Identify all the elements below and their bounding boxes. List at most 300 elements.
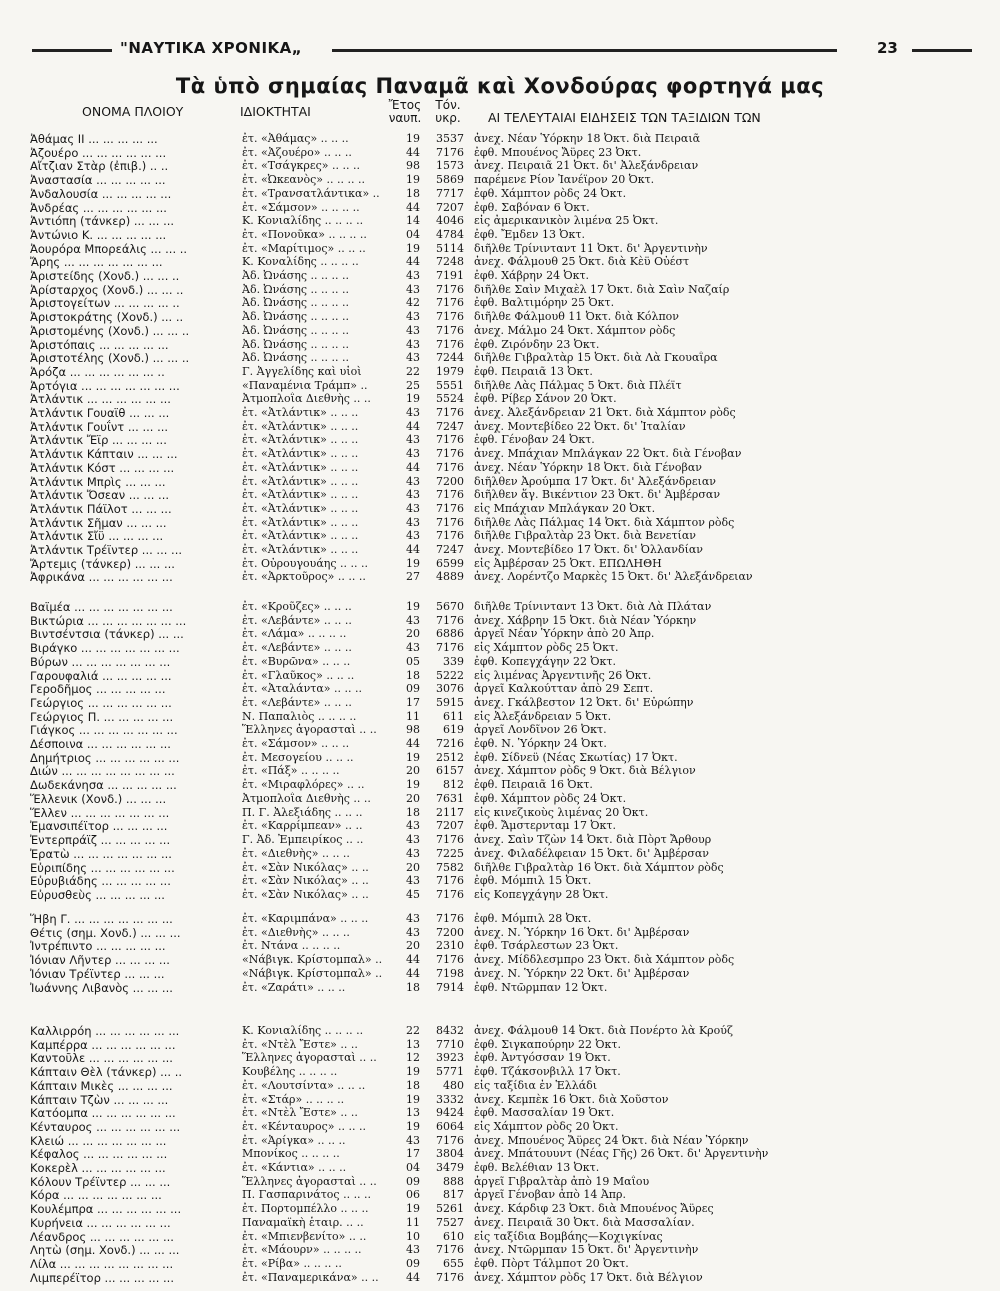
cell-owner: ἐτ. «Διεθνὴς» .. .. .. [242,846,350,860]
table-row [0,242,1000,256]
cell-news: διῆλθε Φάλμουθ 11 Ὀκτ. διὰ Κόλπον [474,310,679,324]
cell-ship: Κάπταιν Θὲλ (τάνκερ) ... .. [30,1065,183,1080]
cell-year: 19 [406,778,420,792]
cell-ship: Ἰντρέπιντο ... ... ... ... ... [30,939,166,954]
cell-year: 25 [406,378,420,392]
table-row [0,433,1000,447]
table-row [0,627,1000,641]
cell-news: ἀνεχ. Πειραιᾶ 21 Ὀκτ. δι' Ἀλεξάνδρειαν [474,159,699,173]
cell-news: ἀνεχ. Μπάχιαν Μπλάγκαν 22 Ὀκτ. διὰ Γένοβαν [474,447,742,461]
cell-year: 19 [406,241,420,255]
cell-year: 43 [406,925,420,939]
table-row [0,1134,1000,1148]
cell-owner: ἐτ. «Ἀρκτοῦρος» .. .. .. [242,570,366,584]
table-row [0,1120,1000,1134]
cell-news: ἀνεχ. Φιλαδέλφειαν 15 Ὀκτ. δι' Ἀμβέρσαν [474,846,709,860]
cell-year: 05 [406,654,420,668]
cell-ship: Βικτώρια ... ... ... ... ... ... ... [30,613,187,628]
cell-year: 43 [406,310,420,324]
cell-year: 10 [406,1229,420,1243]
cell-owner: ἐτ. «Κροῦζες» .. .. .. [242,600,352,613]
cell-ship: Λίλα ... ... ... ... ... ... ... ... [30,1256,174,1271]
cell-owner: Ἀδ. Ὠνάσης .. .. .. .. [242,323,350,337]
cell-news: εἰς Μπάχιαν Μπλάγκαν 20 Ὀκτ. [474,501,656,515]
table-row [0,392,1000,406]
cell-news: διῆλθε Τρίνινταντ 11 Ὀκτ. δι' Ἀργεντινὴν [474,241,708,255]
cell-tons: 7191 [436,269,464,282]
cell-news: διῆλθεν Ἀρούμπα 17 Ὀκτ. δι' Ἀλεξάνδρειαν [474,474,716,488]
cell-tons: 7176 [436,1133,464,1147]
cell-year: 09 [406,1174,420,1188]
cell-tons: 6599 [436,556,464,570]
cell-year: 43 [406,501,420,515]
column-header-tons-line2: υκρ. [435,111,461,125]
cell-ship: Λέανδρος ... ... ... ... ... ... [30,1229,174,1244]
table-row [0,682,1000,696]
cell-tons: 7247 [436,543,464,556]
cell-ship: Ἀριστοτέλης (Χονδ.) ... ... .. [30,351,190,366]
cell-owner: «Νάβιγκ. Κρίστομπαλ» .. [242,966,383,980]
cell-tons: 7176 [436,1243,464,1257]
cell-ship: Δημήτριος ... ... ... ... ... ... [30,750,180,765]
cell-owner: ἐτ. «Μάουρν» .. .. .. .. [242,1243,362,1257]
cell-owner: ἐτ. «Ντὲλ Ἔστε» .. .. [242,1106,358,1120]
cell-news: διῆλθε Λὰς Πάλμας 14 Ὀκτ. διὰ Χάμπτον ρὸδς [474,515,735,529]
column-header-year-line2: ναυπ. [388,111,422,125]
cell-news: ἀνεχ. Νέαν Ὑόρκην 18 Ὀκτ. διὰ Γένοβαν [474,460,702,474]
cell-ship: Καμπέρρα ... ... ... ... ... ... [30,1037,176,1052]
table-row [0,214,1000,228]
table-row [0,502,1000,516]
table-row [0,939,1000,953]
cell-year: 45 [406,887,420,901]
cell-ship: Ἀτλάντικ Σῆμαν ... ... ... [30,515,167,530]
cell-year: 44 [406,966,420,980]
column-header-year-line1: Ἔτος [388,98,422,112]
cell-tons: 5771 [436,1065,464,1079]
cell-owner: Κ. Κονιαλίδης .. .. .. .. [242,214,364,228]
cell-tons: 7176 [436,887,464,901]
cell-ship: Εὐρυβιάδης ... ... ... ... ... [30,874,171,889]
cell-year: 19 [406,556,420,570]
table-row [0,187,1000,201]
cell-ship: Καλλιρρόη ... ... ... ... ... ... [30,1024,180,1038]
table-row [0,953,1000,967]
cell-tons: 7176 [436,310,464,324]
cell-tons: 7176 [436,529,464,543]
cell-year: 43 [406,641,420,655]
cell-ship: Γαρουφαλιά ... ... ... ... ... [30,668,172,683]
cell-owner: ἐτ. «Λουτσίντα» .. .. .. [242,1078,366,1092]
cell-year: 43 [406,351,420,365]
cell-ship: Κάπταιν Τζὼν ... ... ... ... [30,1092,169,1107]
table-row [0,406,1000,420]
cell-ship: Αἴτζιαν Στὰρ (ἐπιβ.) .. .. [30,159,169,174]
cell-ship: Ἀτλάντικ ... ... ... ... ... ... [30,392,171,407]
cell-news: ἀνεχ. Κάρδιφ 23 Ὀκτ. διὰ Μπουένος Ἄϋρες [474,1202,714,1216]
cell-tons: 3537 [436,132,464,145]
cell-year: 14 [406,214,420,228]
cell-ship: Βύρων ... ... ... ... ... ... ... [30,654,171,669]
cell-news: διῆλθε Γιβραλτὰρ 16 Ὀκτ. διὰ Χάμπτον ρὸδς [474,860,724,874]
cell-year: 22 [406,364,420,378]
cell-news: ἐφθ. Πὸρτ Τάλμποτ 20 Ὀκτ. [474,1256,629,1270]
cell-news: ἀνεχ. Μοντεβίδεο 17 Ὀκτ. δι' Ὀλλανδίαν [474,543,703,556]
cell-owner: Παναμαϊκὴ ἑταιρ. .. .. [242,1215,364,1229]
table-row [0,269,1000,283]
cell-owner: ἐτ. «Ἀτλάντικ» .. .. .. [242,447,359,461]
cell-ship: Ἀριστομένης (Χονδ.) ... ... .. [30,323,190,338]
cell-owner: Ἀτμοπλοΐα Διεθνὴς .. .. [242,792,371,805]
cell-year: 11 [406,709,420,723]
cell-owner: ἐτ. «Σάμσον» .. .. .. .. [242,200,360,214]
cell-ship: Κυρήνεια ... ... ... ... ... ... [30,1215,171,1230]
cell-ship: Κουλέμπρα ... ... ... ... ... ... [30,1202,182,1217]
cell-owner: Γ. Ἀδ. Ἐμπειρίκος .. .. [242,833,364,847]
cell-owner: ἐτ. «Σὰν Νικόλας» .. .. [242,874,369,888]
cell-news: ἐφθ. Τσάρλεστων 23 Ὀκτ. [474,939,619,953]
cell-owner: ἐτ. «Κάντια» .. .. .. [242,1161,347,1174]
table-row [0,488,1000,502]
cell-ship: Γεώργιος ... ... ... ... ... ... [30,695,172,710]
cell-ship: Ἕλλενικ (Χονδ.) ... ... ... [30,792,167,806]
cell-tons: 4784 [436,227,464,241]
cell-year: 43 [406,1243,420,1257]
cell-year: 18 [406,980,420,994]
cell-tons: 9424 [436,1106,464,1120]
table-row [0,806,1000,820]
cell-owner: Γ. Ἀγγελίδης καὶ υἱοὶ [242,364,362,378]
cell-year: 18 [406,805,420,819]
cell-news: εἰς Ἀμβέρσαν 25 Ὀκτ. ΕΠΩΛΗΘΗ [474,556,662,570]
cell-ship: Βιντσέντσια (τάνκερ) ... ... [30,627,184,642]
table-row [0,159,1000,173]
cell-tons: 7216 [436,737,464,750]
cell-tons: 5261 [436,1202,464,1216]
cell-owner: ἐτ. «Καριμπάνα» .. .. .. [242,912,369,925]
table-row [0,351,1000,365]
table-row [0,833,1000,847]
cell-year: 20 [406,939,420,953]
cell-news: ἀνεχ. Μοντεβίδεο 22 Ὀκτ. δι' Ἰταλίαν [474,419,686,433]
cell-year: 19 [406,132,420,145]
cell-tons: 7914 [436,980,464,994]
cell-news: εἰς ταξίδια ἐν Ἑλλάδι [474,1078,598,1092]
cell-owner: ἐτ. «Ἀτλάντικ» .. .. .. [242,501,359,515]
cell-year: 18 [406,1078,420,1092]
table-row [0,912,1000,926]
cell-news: ἀνεχ. Κεμπὲκ 16 Ὀκτ. διὰ Χοῦστον [474,1092,669,1106]
cell-owner: Ἀδ. Ὠνάσης .. .. .. .. [242,351,350,365]
cell-news: διῆλθε Σαὶν Μιχαὲλ 17 Ὀκτ. διὰ Σαὶν Ναζαίρ [474,282,730,296]
cell-ship: Καντοῦλε ... ... ... ... ... ... [30,1051,173,1066]
cell-news: ἐφθ. Τζάκσονβιλλ 17 Ὀκτ. [474,1065,621,1079]
cell-ship: Ἀριστοκράτης (Χονδ.) ... .. [30,310,184,325]
cell-ship: Γεροδῆμος ... ... ... ... ... [30,682,166,697]
cell-tons: 3923 [436,1051,464,1065]
column-header-owners: ΙΔΙΟΚΤΗΤΑΙ [240,104,311,119]
cell-news: ἐφθ. Βαλτιμόρην 25 Ὀκτ. [474,296,615,310]
cell-year: 19 [406,173,420,187]
cell-year: 22 [406,1024,420,1037]
table-row [0,296,1000,310]
cell-news: ἀνεχ. Χάμπτον ρὸδς 9 Ὀκτ. διὰ Βέλγιον [474,764,696,778]
cell-owner: ἐτ. «Ἀταλάντα» .. .. .. [242,682,362,696]
cell-tons: 7176 [436,406,464,419]
cell-owner: ἐτ. «Ἀτλάντικ» .. .. .. [242,433,359,447]
cell-ship: Ἀνδαλουσία ... ... ... ... ... [30,186,172,201]
cell-owner: Ἀδ. Ὠνάσης .. .. .. .. [242,310,350,324]
cell-tons: 5114 [436,241,464,255]
cell-owner: Κ. Κοναλίδης .. .. .. .. [242,255,359,269]
page-number: 23 [877,39,898,57]
cell-year: 43 [406,613,420,627]
cell-tons: 7176 [436,874,464,888]
cell-ship: Κόρα ... ... ... ... ... ... ... [30,1188,162,1203]
cell-year: 44 [406,543,420,556]
cell-year: 20 [406,860,420,874]
cell-year: 09 [406,682,420,696]
cell-ship: Ἀριστογείτων ... ... ... ... .. [30,296,180,311]
cell-owner: ἐτ. «Τρανσατλάντικα» .. [242,186,380,200]
cell-tons: 480 [443,1078,464,1092]
table-row [0,557,1000,571]
table-row [0,669,1000,683]
cell-news: ἀνεχ. Φάλμουθ 25 Ὀκτ. διὰ Κὲϋ Οὐέστ [474,255,690,269]
cell-year: 98 [406,159,420,173]
table-row [0,751,1000,765]
cell-news: ἐφθ. Σίδνεϋ (Νέας Σκωτίας) 17 Ὀκτ. [474,750,678,764]
cell-tons: 610 [443,1229,464,1243]
cell-news: ἐφθ. Ἄμστερνταμ 17 Ὀκτ. [474,819,617,833]
table-row [0,1065,1000,1079]
cell-year: 06 [406,1188,420,1202]
cell-news: ἀνεχ. Μπουένος Ἄϋρες 24 Ὀκτ. διὰ Νέαν Ὑόρκην [474,1133,749,1147]
cell-news: ἐφθ. Ρίβερ Σάνον 20 Ὀκτ. [474,392,617,406]
cell-year: 27 [406,570,420,584]
cell-news: ἐφθ. Ν. Ὑόρκην 24 Ὀκτ. [474,737,607,750]
cell-news: ἐφθ. Χάβρην 24 Ὀκτ. [474,269,590,282]
cell-ship: Ἀναστασία ... ... ... ... ... [30,173,166,188]
table-row [0,283,1000,297]
cell-news: ἐφθ. Σαβόναν 6 Ὀκτ. [474,200,590,214]
cell-ship: Ἀριστείδης (Χονδ.) ... ... .. [30,269,180,283]
cell-news: ἀνεχ. Λορέντζο Μαρκὲς 15 Ὀκτ. δι' Ἀλεξάνδρειαν [474,570,753,584]
table-row [0,1024,1000,1038]
table-row [0,146,1000,160]
table-row [0,1175,1000,1189]
cell-tons: 7176 [436,460,464,474]
cell-ship: Κέφαλος ... ... ... ... ... ... [30,1147,168,1162]
table-row [0,570,1000,584]
cell-owner: ἐτ. «Πονοῦκα» .. .. .. .. [242,227,367,241]
cell-ship: Κλειώ ... ... ... ... ... ... ... [30,1133,167,1148]
cell-news: ἀνεχ. Φάλμουθ 14 Ὀκτ. διὰ Πονέρτο λὰ Κρούζ [474,1024,733,1037]
cell-year: 43 [406,406,420,419]
cell-tons: 812 [443,778,464,792]
cell-year: 43 [406,337,420,351]
cell-news: ἀνεχ. Νέαν Ὑόρκην 18 Ὀκτ. διὰ Πειραιᾶ [474,132,701,145]
cell-owner: Κουβέλης .. .. .. .. [242,1065,338,1079]
cell-tons: 7225 [436,846,464,860]
cell-owner: ἐτ. «Τσάγκρες» .. .. .. [242,159,360,173]
cell-year: 09 [406,1256,420,1270]
cell-year: 43 [406,323,420,337]
cell-owner: ἐτ. «Ρίβα» .. .. .. .. [242,1256,342,1270]
cell-tons: 619 [443,723,464,737]
cell-owner: ἐτ. «Βυρῶνα» .. .. .. [242,654,351,668]
cell-ship: Ἀνδρέας ... ... ... ... ... ... [30,200,167,215]
cell-ship: Θέτις (σημ. Χονδ.) ... ... ... [30,925,181,940]
cell-tons: 7247 [436,419,464,433]
cell-tons: 7176 [436,488,464,502]
cell-ship: Κένταυρος ... ... ... ... ... ... [30,1119,181,1134]
cell-news: ἀνεχ. Πειραιᾶ 30 Ὀκτ. διὰ Μασσαλίαν. [474,1215,695,1229]
cell-news: ἐφθ. Μόμπιλ 28 Ὀκτ. [474,912,592,925]
cell-ship: Ἐρατὼ ... ... ... ... ... ... ... [30,846,172,861]
table-row [0,981,1000,995]
cell-tons: 7176 [436,501,464,515]
cell-ship: Ἀφρικάνα ... ... ... ... ... ... [30,570,173,585]
cell-ship: Διών ... ... ... ... ... ... ... ... [30,764,175,779]
cell-tons: 5915 [436,695,464,709]
cell-news: ἐφθ. Ἀντγόσσαν 19 Ὀκτ. [474,1051,611,1065]
cell-owner: Ἕλληνες ἀγορασταὶ .. .. [242,723,377,737]
cell-tons: 7176 [436,447,464,461]
cell-ship: Ἀτλάντικ Ἔϊρ ... ... ... ... [30,433,167,448]
cell-owner: ἐτ. «Διεθνὴς» .. .. .. [242,925,350,939]
cell-year: 20 [406,792,420,805]
cell-ship: Ἀρόζα ... ... ... ... ... ... .. [30,364,165,379]
cell-owner: ἐτ. «Στάρ» .. .. .. .. [242,1092,345,1106]
cell-owner: Μπονίκος .. .. .. .. [242,1147,340,1161]
cell-ship: Κόλουν Τρέϊντερ ... ... ... [30,1174,171,1189]
table-row [0,255,1000,269]
table-row [0,792,1000,806]
cell-news: διῆλθε Λὰς Πάλμας 5 Ὀκτ. διὰ Πλέϊτ [474,378,682,392]
cell-year: 43 [406,819,420,833]
cell-news: ἀνεχ. Χάμπτον ρὸδς 17 Ὀκτ. διὰ Βέλγιον [474,1270,703,1284]
cell-ship: Κατόομπα ... ... ... ... ... ... [30,1106,176,1121]
cell-owner: ἐτ. «Ἀτλάντικ» .. .. .. [242,419,359,433]
cell-ship: Εὐρυσθεὺς ... ... ... ... ... [30,887,165,902]
table-row [0,1093,1000,1107]
column-header-ship: ΟΝΟΜΑ ΠΛΟΙΟΥ [82,104,184,119]
cell-tons: 7176 [436,515,464,529]
cell-tons: 7176 [436,833,464,847]
cell-year: 43 [406,833,420,847]
table-row [0,201,1000,215]
cell-owner: ἐτ. «Σάμσον» .. .. .. [242,737,350,750]
cell-owner: ἐτ. «Λεβάντε» .. .. .. [242,695,352,709]
table-row [0,1257,1000,1271]
cell-tons: 1573 [436,159,464,173]
cell-tons: 7717 [436,186,464,200]
cell-tons: 3076 [436,682,464,696]
cell-ship: Ἀτλάντικ Σἴϋ ... ... ... ... [30,529,164,544]
cell-year: 19 [406,392,420,406]
cell-owner: ἐτ. «Σὰν Νικόλας» .. .. [242,860,369,874]
cell-ship: Ἀτλάντικ Γουαϊθ ... ... ... [30,406,170,420]
cell-owner: Ἀδ. Ὠνάσης .. .. .. .. [242,337,350,351]
cell-ship: Γεώργιος Π. ... ... ... ... ... [30,709,174,724]
cell-ship: Ἀντιόπη (τάνκερ) ... ... ... [30,214,175,229]
cell-news: ἐφθ. Μπουένος Ἄϋρες 23 Ὀκτ. [474,145,642,159]
cell-owner: ἐτ. «Ἀθάμας» .. .. .. [242,132,349,145]
cell-news: διῆλθε Γιβραλτὰρ 15 Ὀκτ. διὰ Λὰ Γκουαΐρα [474,351,718,365]
cell-tons: 7176 [436,433,464,447]
cell-news: ἐφθ. Σιγκαπούρην 22 Ὀκτ. [474,1037,621,1051]
cell-owner: Π. Γ. Ἀλεξιάδης .. .. .. [242,805,363,819]
table-row [0,764,1000,778]
cell-year: 17 [406,1147,420,1161]
cell-news: διῆλθε Τρίνινταντ 13 Ὀκτ. διὰ Λὰ Πλάταν [474,600,712,613]
table-row [0,1230,1000,1244]
cell-owner: ἐτ. Μεσογείου .. .. .. [242,750,354,764]
cell-tons: 2310 [436,939,464,953]
cell-year: 44 [406,1270,420,1284]
table-row [0,132,1000,146]
cell-owner: ἐτ. «Ἀτλάντικ» .. .. .. [242,460,359,474]
cell-year: 43 [406,846,420,860]
cell-tons: 7176 [436,145,464,159]
cell-tons: 5524 [436,392,464,406]
cell-year: 04 [406,1161,420,1174]
cell-news: ἀργεῖ Λονδῖνον 26 Ὀκτ. [474,723,607,737]
cell-ship: Ἀτλάντικ Πάϊλοτ ... ... ... [30,501,172,516]
cell-owner: ἐτ. «Ἀτλάντικ» .. .. .. [242,406,359,419]
table-row [0,614,1000,628]
cell-ship: Κάπταιν Μικὲς ... ... ... ... [30,1078,173,1093]
cell-news: ἀνεχ. Ν. Ὑόρκην 16 Ὀκτ. δι' Ἀμβέρσαν [474,925,690,939]
cell-owner: ἐτ. Οὐρουγουάης .. .. .. [242,556,368,570]
cell-year: 98 [406,723,420,737]
cell-owner: ἐτ. «Λεβάντε» .. .. .. [242,641,352,655]
cell-ship: Βιράγκο ... ... ... ... ... ... ... [30,641,180,656]
column-header-news: ΑΙ ΤΕΛΕΥΤΑΙΑΙ ΕΙΔΗΣΕΙΣ ΤΩΝ ΤΑΞΙΔΙΩΝ ΤΩΝ [488,110,761,125]
cell-ship: Ἰόνιαν Λῆντερ ... ... ... ... [30,953,170,968]
cell-owner: ἐτ. «Παναμερικάνα» .. .. [242,1270,379,1284]
cell-year: 43 [406,488,420,502]
cell-ship: Ἀθάμας ΙΙ ... ... ... ... ... [30,132,158,146]
cell-tons: 7198 [436,966,464,980]
cell-tons: 7176 [436,641,464,655]
cell-year: 19 [406,1065,420,1079]
cell-year: 44 [406,419,420,433]
cell-owner: Ἀτμοπλοΐα Διεθνὴς .. .. [242,392,371,406]
cell-ship: Κοκερὲλ ... ... ... ... ... ... [30,1161,166,1175]
cell-news: εἰς ταξίδια Βομβάης—Κοχιγκίνας [474,1229,663,1243]
cell-year: 43 [406,447,420,461]
cell-ship: Εὐριπίδης ... ... ... ... ... ... [30,860,175,875]
cell-news: διῆλθεν ἅγ. Βικέντιον 23 Ὀκτ. δι' Ἀμβέρσαν [474,488,721,502]
cell-tons: 7207 [436,200,464,214]
table-row [0,338,1000,352]
cell-year: 18 [406,186,420,200]
cell-news: ἐφθ. Βελέθιαν 13 Ὀκτ. [474,1161,600,1174]
cell-ship: Ἀτλάντικ Γουΐντ ... ... ... [30,419,169,434]
cell-ship: Ἀτλάντικ Κάπταιν ... ... ... [30,447,178,462]
cell-year: 17 [406,695,420,709]
table-row [0,819,1000,833]
cell-news: ἀνεχ. Χάβρην 15 Ὀκτ. διὰ Νέαν Ὑόρκην [474,613,697,627]
cell-year: 13 [406,1037,420,1051]
cell-news: εἰς Κοπεγχάγην 28 Ὀκτ. [474,887,609,901]
cell-owner: Ἕλληνες ἀγορασταὶ .. .. [242,1174,377,1188]
column-header-tons-line1: Τόν. [435,98,461,112]
cell-year: 43 [406,433,420,447]
cell-tons: 7176 [436,337,464,351]
